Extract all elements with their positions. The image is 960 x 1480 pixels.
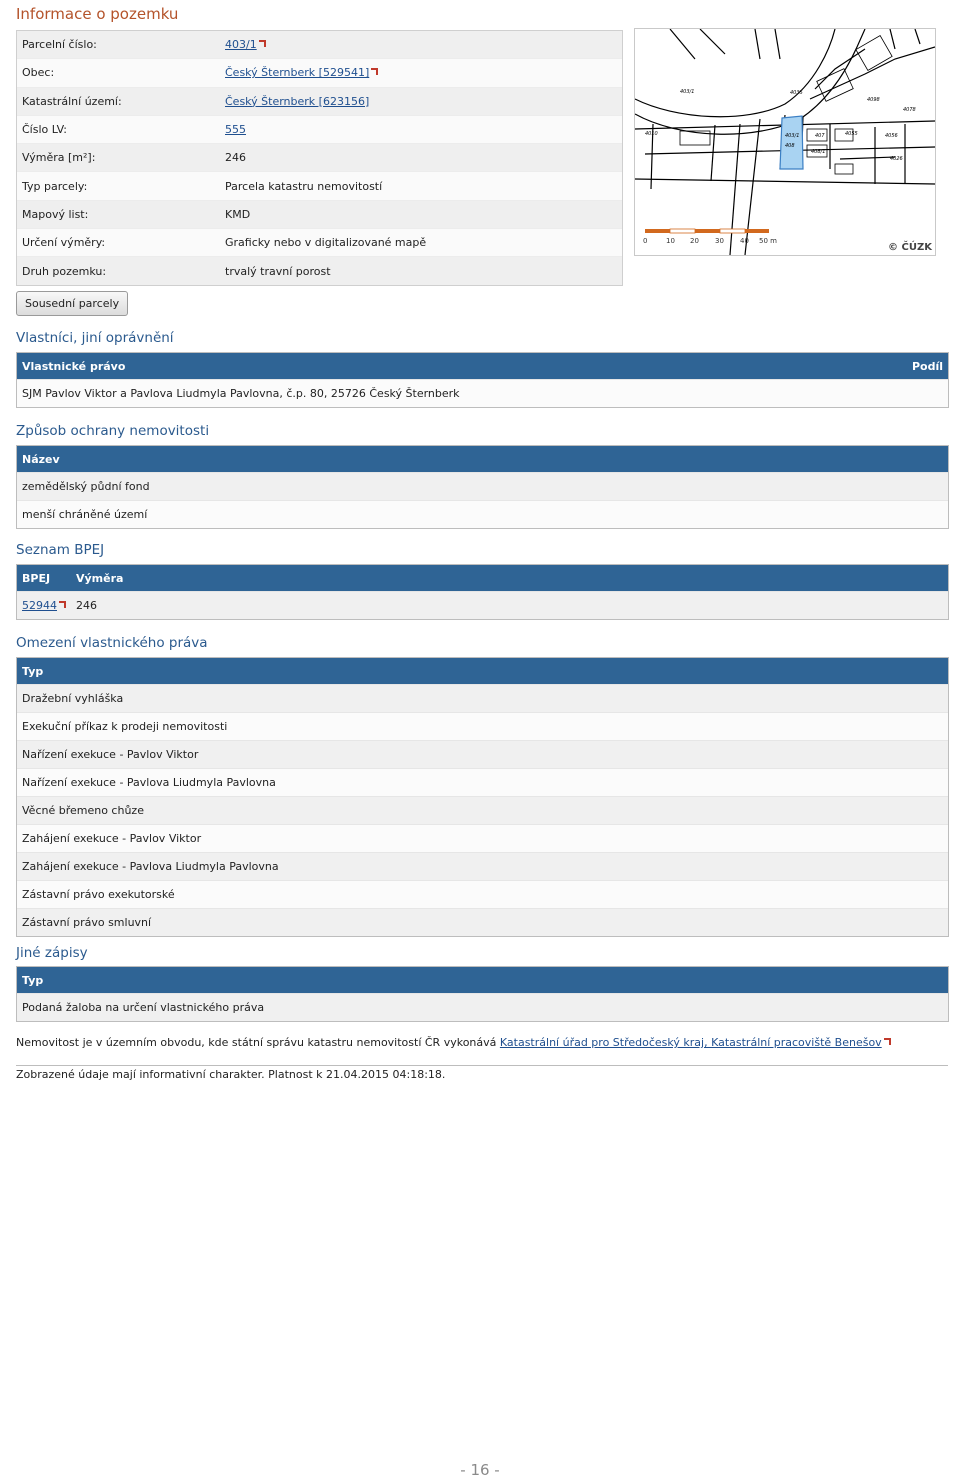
svg-text:408/1: 408/1 bbox=[811, 149, 826, 155]
table-row bbox=[17, 993, 948, 1021]
parcel-value: KMD bbox=[225, 207, 251, 221]
external-link-icon bbox=[259, 40, 266, 47]
svg-text:4078: 4078 bbox=[903, 107, 916, 113]
lv-number-link[interactable]: 555 bbox=[225, 123, 246, 137]
parcel-key: Typ parcely: bbox=[22, 179, 88, 193]
svg-text:403/1: 403/1 bbox=[680, 89, 695, 95]
parcel-row bbox=[17, 257, 622, 284]
parcel-row bbox=[17, 201, 622, 229]
table-header bbox=[17, 353, 948, 379]
table-cell: Dražební vyhláška bbox=[22, 692, 124, 705]
parcel-key: Katastrální území: bbox=[22, 94, 122, 108]
external-link-icon bbox=[884, 1038, 891, 1045]
office-note-text: Nemovitost je v územním obvodu, kde státní správu katastru nemovitostí ČR vykonává bbox=[16, 1036, 500, 1049]
protection-heading: Způsob ochrany nemovitosti bbox=[16, 423, 210, 439]
scale-label: 30 bbox=[715, 237, 724, 245]
parcel-row bbox=[17, 31, 622, 59]
cadastral-area-link[interactable]: Český Šternberk [623156] bbox=[225, 94, 370, 108]
table-row bbox=[17, 500, 948, 528]
parcel-row bbox=[17, 116, 622, 144]
column-header: Vlastnické právo bbox=[22, 359, 126, 373]
parcel-row bbox=[17, 144, 622, 172]
column-header: Typ bbox=[22, 973, 44, 987]
table-cell: Zahájení exekuce - Pavlova Liudmyla Pavlovna bbox=[22, 860, 279, 873]
table-row bbox=[17, 740, 948, 768]
parcel-row bbox=[17, 172, 622, 200]
external-link-icon bbox=[59, 601, 66, 608]
table-cell: Podaná žaloba na určení vlastnického práva bbox=[22, 1001, 265, 1014]
parcel-value: Graficky nebo v digitalizované mapě bbox=[225, 236, 427, 250]
svg-text:407: 407 bbox=[815, 133, 825, 139]
table-header bbox=[17, 565, 948, 591]
table-row bbox=[17, 712, 948, 740]
table-row bbox=[17, 684, 948, 712]
owner-cell: SJM Pavlov Viktor a Pavlova Liudmyla Pavlovna, č.p. 80, 25726 Český Šternberk bbox=[22, 387, 460, 400]
table-cell: Zahájení exekuce - Pavlov Viktor bbox=[22, 832, 202, 845]
parcel-row bbox=[17, 229, 622, 257]
parcel-key: Mapový list: bbox=[22, 207, 89, 221]
disclaimer: Zobrazené údaje mají informativní charakter. Platnost k 21.04.2015 04:18:18. bbox=[16, 1068, 446, 1081]
parcel-value: trvalý travní porost bbox=[225, 264, 331, 278]
column-header: BPEJ bbox=[22, 571, 51, 585]
table-row bbox=[17, 591, 948, 619]
table-cell: menší chráněné území bbox=[22, 508, 148, 521]
map-drawing bbox=[635, 29, 935, 255]
table-cell: Zástavní právo exekutorské bbox=[22, 888, 175, 901]
other-records-heading: Jiné zápisy bbox=[16, 945, 88, 961]
table-cell: Věcné břemeno chůze bbox=[22, 804, 144, 817]
table-cell: Exekuční příkaz k prodeji nemovitosti bbox=[22, 720, 228, 733]
page-number: - 16 - bbox=[460, 1461, 500, 1479]
svg-text:4010: 4010 bbox=[645, 131, 658, 137]
restrictions-heading: Omezení vlastnického práva bbox=[16, 635, 208, 651]
cadastral-map[interactable] bbox=[634, 28, 936, 256]
bpej-area: 246 bbox=[76, 599, 97, 612]
table-row bbox=[17, 824, 948, 852]
column-header: Typ bbox=[22, 664, 44, 678]
column-header: Výměra bbox=[76, 571, 124, 585]
cadastral-office-link[interactable]: Katastrální úřad pro Středočeský kraj, Katastrální pracoviště Benešov bbox=[499, 1036, 882, 1049]
table-row bbox=[17, 472, 948, 500]
table-row bbox=[17, 768, 948, 796]
table-cell: Zástavní právo smluvní bbox=[22, 916, 152, 929]
table-header bbox=[17, 658, 948, 684]
divider bbox=[16, 1065, 948, 1066]
scale-label: 50 m bbox=[759, 237, 777, 245]
table-cell: zemědělský půdní fond bbox=[22, 480, 150, 493]
parcel-key: Určení výměry: bbox=[22, 236, 106, 250]
bpej-code-link[interactable]: 52944 bbox=[22, 599, 57, 612]
table-row bbox=[17, 379, 948, 407]
svg-text:4098: 4098 bbox=[867, 97, 880, 103]
svg-text:4055: 4055 bbox=[845, 131, 858, 137]
parcel-row bbox=[17, 88, 622, 116]
neighbor-parcels-button[interactable]: Sousední parcely bbox=[16, 291, 128, 316]
table-header bbox=[17, 446, 948, 472]
map-copyright: © ČÚZK bbox=[888, 242, 932, 253]
column-header: Název bbox=[22, 452, 60, 466]
owners-heading: Vlastníci, jiní oprávnění bbox=[16, 330, 174, 346]
scale-label: 10 bbox=[666, 237, 675, 245]
other-records-table bbox=[16, 966, 949, 1022]
parcel-value: Parcela katastru nemovitostí bbox=[225, 179, 383, 193]
scale-label: 20 bbox=[690, 237, 699, 245]
bpej-heading: Seznam BPEJ bbox=[16, 542, 105, 558]
table-cell: Nařízení exekuce - Pavlova Liudmyla Pavlovna bbox=[22, 776, 276, 789]
table-header bbox=[17, 967, 948, 993]
protection-table bbox=[16, 445, 949, 529]
parcel-key: Obec: bbox=[22, 66, 55, 80]
office-note bbox=[16, 1036, 948, 1049]
scale-label: 40 bbox=[740, 237, 749, 245]
table-row bbox=[17, 852, 948, 880]
parcel-key: Druh pozemku: bbox=[22, 264, 107, 278]
table-cell: Nařízení exekuce - Pavlov Viktor bbox=[22, 748, 199, 761]
table-row bbox=[17, 908, 948, 936]
parcel-number-link[interactable]: 403/1 bbox=[225, 38, 257, 52]
svg-text:408: 408 bbox=[785, 143, 795, 149]
svg-text:4056: 4056 bbox=[885, 133, 898, 139]
column-header: Podíl bbox=[911, 359, 943, 373]
svg-text:4026: 4026 bbox=[890, 156, 903, 162]
external-link-icon bbox=[371, 68, 378, 75]
parcel-row bbox=[17, 59, 622, 87]
municipality-link[interactable]: Český Šternberk [529541] bbox=[225, 66, 370, 80]
table-row bbox=[17, 880, 948, 908]
restrictions-table bbox=[16, 657, 949, 937]
svg-text:403/1: 403/1 bbox=[785, 133, 800, 139]
table-row bbox=[17, 796, 948, 824]
parcel-value: 246 bbox=[225, 151, 246, 165]
scale-label: 0 bbox=[643, 237, 648, 245]
svg-text:4035: 4035 bbox=[790, 90, 803, 96]
parcel-key: Parcelní číslo: bbox=[22, 38, 97, 52]
bpej-table bbox=[16, 564, 949, 620]
parcel-key: Číslo LV: bbox=[22, 123, 68, 137]
parcel-info-table bbox=[16, 30, 623, 286]
page-title: Informace o pozemku bbox=[16, 5, 179, 23]
parcel-key: Výměra [m²]: bbox=[22, 151, 96, 165]
owners-table bbox=[16, 352, 949, 408]
